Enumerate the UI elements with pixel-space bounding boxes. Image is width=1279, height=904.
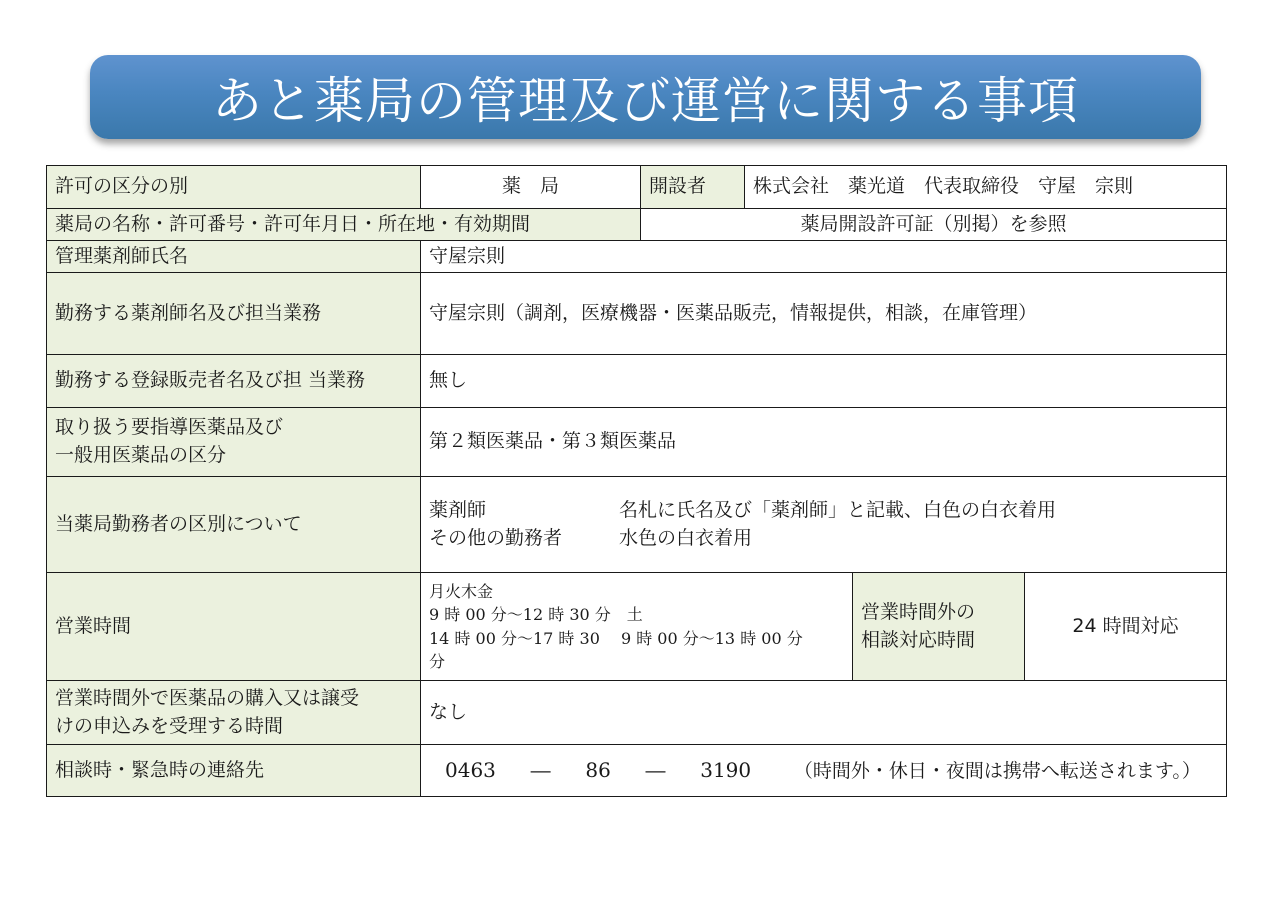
contact-value xyxy=(421,745,1227,797)
page-title: あと薬局の管理及び運営に関する事項 xyxy=(212,72,1079,130)
hours-days: 月火木金 xyxy=(429,582,494,602)
row-pharmacy-info xyxy=(47,209,1227,241)
after-hours-label xyxy=(853,573,1025,681)
manager-value: 守屋宗則 xyxy=(421,241,1227,273)
row-sellers xyxy=(47,355,1227,408)
row-manager xyxy=(47,241,1227,273)
after-hours-purchase-label-line2: けの申込みを受理する時間 xyxy=(55,714,284,737)
hours-label: 営業時間 xyxy=(47,573,421,681)
staff-other-line xyxy=(429,525,1218,553)
pharmacy-info-value: 薬局開設許可証（別掲）を参照 xyxy=(641,209,1227,241)
after-hours-purchase-label xyxy=(47,681,421,745)
contact-label: 相談時・緊急時の連絡先 xyxy=(47,745,421,797)
hours-afternoon-tail: 分 xyxy=(429,651,446,671)
row-hours xyxy=(47,573,1227,681)
pharmacists-label: 勤務する薬剤師名及び担当業務 xyxy=(47,273,421,355)
hours-morning: 9 時 00 分～12 時 30 分 土 xyxy=(429,605,643,625)
drug-category-label-line1: 取り扱う要指導医薬品及び xyxy=(55,416,284,439)
staff-pharmacist-desc: 名札に氏名及び「薬剤師」と記載、白色の白衣着用 xyxy=(619,498,1057,521)
row-permit xyxy=(47,166,1227,209)
phone-dash-1: ― xyxy=(530,757,551,782)
phone-dash-2: ― xyxy=(645,757,666,782)
permit-value: 薬 局 xyxy=(421,166,641,209)
hours-value xyxy=(421,573,853,681)
staff-distinction-value xyxy=(421,477,1227,573)
drug-category-label xyxy=(47,408,421,477)
hours-afternoon: 14 時 00 分～17 時 30 9 時 00 分～13 時 00 分 xyxy=(429,628,803,648)
staff-distinction-label: 当薬局勤務者の区別について xyxy=(47,477,421,573)
info-table xyxy=(46,165,1227,797)
founder-label: 開設者 xyxy=(641,166,745,209)
after-hours-label-line2: 相談対応時間 xyxy=(861,628,976,651)
founder-value: 株式会社 薬光道 代表取締役 守屋 宗則 xyxy=(745,166,1227,209)
after-hours-label-line1: 営業時間外の xyxy=(861,600,976,623)
staff-other-label: その他の勤務者 xyxy=(429,526,563,549)
phone-area-code: 0463 xyxy=(445,757,496,782)
pharmacy-info-label: 薬局の名称・許可番号・許可年月日・所在地・有効期間 xyxy=(47,209,641,241)
phone-exchange: 86 xyxy=(585,757,611,782)
manager-label: 管理薬剤師氏名 xyxy=(47,241,421,273)
permit-label: 許可の区分の別 xyxy=(47,166,421,209)
row-drug-category xyxy=(47,408,1227,477)
row-after-hours-purchase xyxy=(47,681,1227,745)
sellers-value: 無し xyxy=(421,355,1227,408)
row-contact xyxy=(47,745,1227,797)
title-banner xyxy=(90,55,1201,139)
staff-pharmacist-line xyxy=(429,497,1218,525)
drug-category-label-line2: 一般用医薬品の区分 xyxy=(55,444,227,466)
pharmacists-value: 守屋宗則（調剤，医療機器・医薬品販売，情報提供，相談，在庫管理） xyxy=(421,273,1227,355)
after-hours-purchase-label-line1: 営業時間外で医薬品の購入又は譲受 xyxy=(55,686,360,709)
sellers-label: 勤務する登録販売者名及び担 当業務 xyxy=(47,355,421,408)
contact-note: （時間外・休日・夜間は携帯へ転送されます。） xyxy=(793,759,1201,782)
staff-pharmacist-label: 薬剤師 xyxy=(429,498,487,521)
phone-number: 3190 xyxy=(700,757,752,782)
staff-other-desc: 水色の白衣着用 xyxy=(619,526,753,549)
drug-category-value: 第２類医薬品・第３類医薬品 xyxy=(421,408,1227,477)
after-hours-purchase-value: なし xyxy=(421,681,1227,745)
row-staff-distinction xyxy=(47,477,1227,573)
row-pharmacists xyxy=(47,273,1227,355)
after-hours-value: 24 時間対応 xyxy=(1025,573,1227,681)
